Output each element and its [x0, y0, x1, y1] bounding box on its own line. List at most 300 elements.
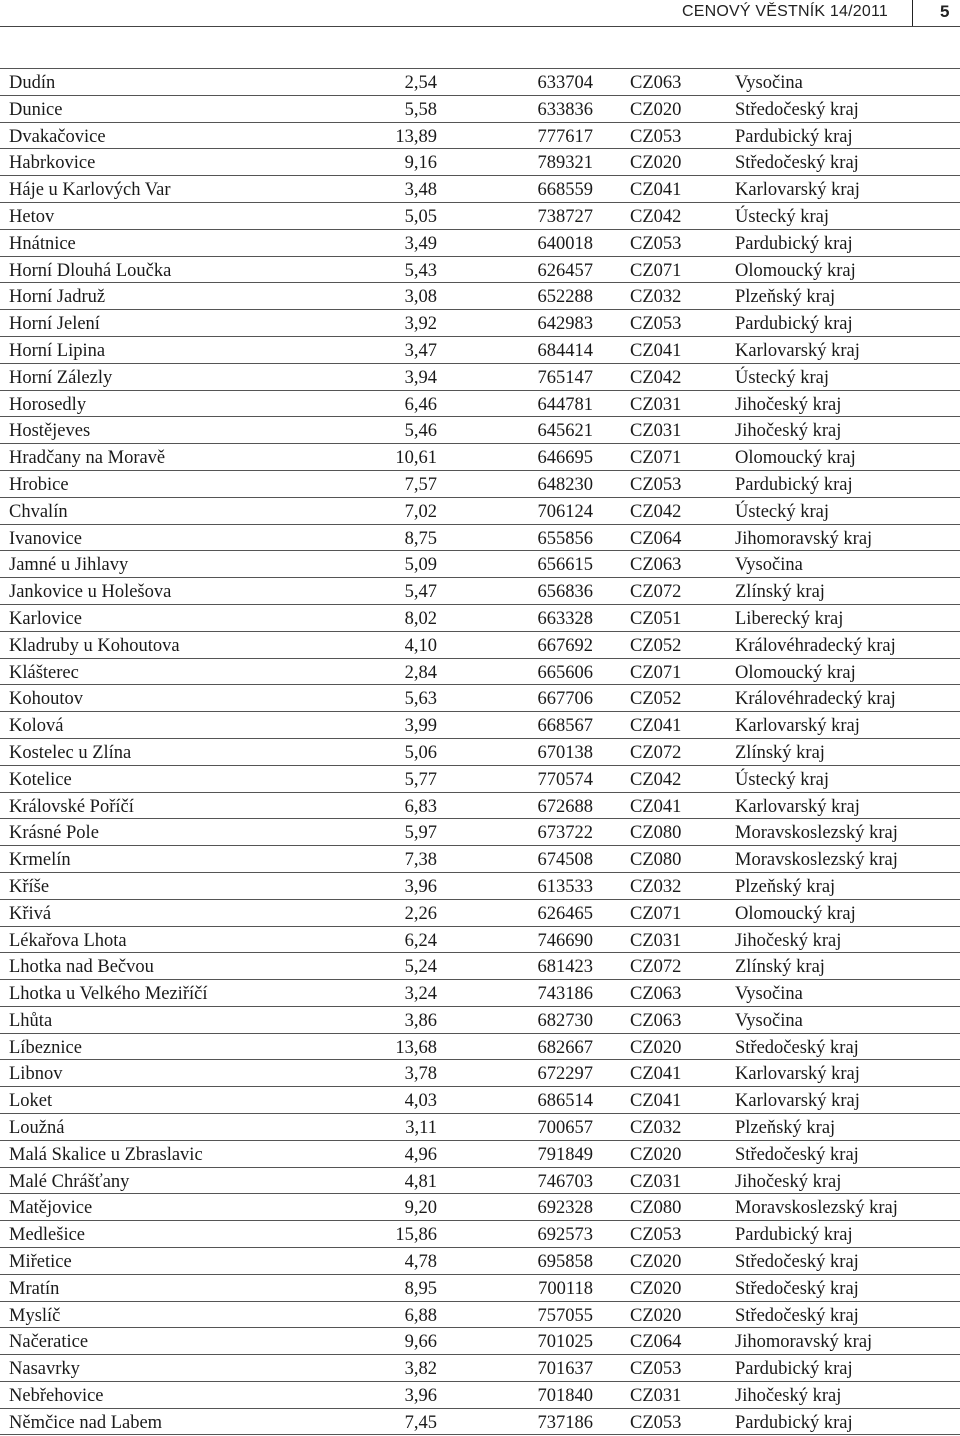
code-cell: 648230 [537, 474, 593, 495]
code-cell: 682667 [537, 1037, 593, 1058]
municipality-name: Krmelín [9, 850, 71, 871]
region-cell: Olomoucký kraj [735, 903, 856, 924]
code-cell: 673722 [537, 823, 593, 844]
code-cell: 670138 [537, 742, 593, 763]
value-cell: 5,46 [404, 421, 437, 442]
table-row [0, 1059, 960, 1086]
code-cell: 655856 [537, 528, 593, 549]
table-row [0, 470, 960, 497]
value-cell: 5,77 [404, 769, 437, 790]
table-row [0, 202, 960, 229]
municipality-name: Chvalín [9, 501, 68, 522]
value-cell: 13,68 [395, 1037, 437, 1058]
region-cell: Karlovarský kraj [735, 716, 860, 737]
code-cell: 737186 [537, 1412, 593, 1433]
value-cell: 8,75 [404, 528, 437, 549]
municipality-name: Háje u Karlových Var [9, 180, 171, 201]
code-cell: 652288 [537, 287, 593, 308]
nuts-code-cell: CZ063 [630, 555, 682, 576]
region-cell: Středočeský kraj [735, 1144, 859, 1165]
nuts-code-cell: CZ032 [630, 287, 682, 308]
value-cell: 3,48 [404, 180, 437, 201]
table-row [0, 282, 960, 309]
value-cell: 5,09 [404, 555, 437, 576]
municipality-name: Horní Dlouhá Loučka [9, 260, 172, 281]
nuts-code-cell: CZ042 [630, 769, 682, 790]
municipality-name: Dunice [9, 99, 63, 120]
table-row [0, 1301, 960, 1328]
code-cell: 674508 [537, 850, 593, 871]
municipality-name: Karlovice [9, 608, 82, 629]
value-cell: 7,02 [404, 501, 437, 522]
nuts-code-cell: CZ041 [630, 1091, 682, 1112]
nuts-code-cell: CZ042 [630, 367, 682, 388]
region-cell: Vysočina [735, 73, 803, 93]
nuts-code-cell: CZ063 [630, 1010, 682, 1031]
code-cell: 789321 [537, 153, 593, 174]
table-row [0, 95, 960, 122]
header-rule [0, 26, 960, 27]
value-cell: 10,61 [395, 448, 437, 469]
code-cell: 672297 [537, 1064, 593, 1085]
municipality-name: Líbeznice [9, 1037, 82, 1058]
nuts-code-cell: CZ031 [630, 930, 682, 951]
value-cell: 3,99 [404, 716, 437, 737]
page-header [0, 0, 960, 26]
code-cell: 681423 [537, 957, 593, 978]
code-cell: 770574 [537, 769, 593, 790]
code-cell: 646695 [537, 448, 593, 469]
municipality-name: Miřetice [9, 1252, 72, 1273]
code-cell: 700657 [537, 1118, 593, 1139]
municipality-name: Ivanovice [9, 528, 82, 549]
nuts-code-cell: CZ053 [630, 474, 682, 495]
region-cell: Ústecký kraj [735, 769, 830, 790]
table-row [0, 1247, 960, 1274]
value-cell: 5,43 [404, 260, 437, 281]
municipality-name: Matějovice [9, 1198, 93, 1219]
code-cell: 701025 [537, 1332, 593, 1353]
municipality-name: Jamné u Jihlavy [9, 555, 129, 576]
code-cell: 701637 [537, 1359, 593, 1380]
region-cell: Středočeský kraj [735, 1305, 859, 1326]
nuts-code-cell: CZ053 [630, 1412, 682, 1433]
nuts-code-cell: CZ032 [630, 876, 682, 897]
region-cell: Jihočeský kraj [735, 421, 842, 442]
nuts-code-cell: CZ031 [630, 394, 682, 415]
municipality-name: Kolová [9, 716, 64, 737]
nuts-code-cell: CZ041 [630, 180, 682, 201]
value-cell: 9,66 [404, 1332, 437, 1353]
value-cell: 3,94 [404, 367, 437, 388]
nuts-code-cell: CZ063 [630, 984, 682, 1005]
code-cell: 644781 [537, 394, 593, 415]
municipality-name: Jankovice u Holešova [9, 582, 172, 603]
nuts-code-cell: CZ072 [630, 582, 682, 603]
table-row [0, 1354, 960, 1381]
region-cell: Vysočina [735, 555, 803, 576]
code-cell: 633704 [537, 73, 593, 93]
region-cell: Pardubický kraj [735, 314, 853, 335]
region-cell: Středočeský kraj [735, 99, 859, 120]
value-cell: 7,57 [404, 474, 437, 495]
municipality-name: Mratín [9, 1278, 60, 1299]
municipality-name: Klášterec [9, 662, 79, 683]
value-cell: 5,63 [404, 689, 437, 710]
code-cell: 692573 [537, 1225, 593, 1246]
municipality-name: Loket [9, 1091, 53, 1112]
municipality-name: Habrkovice [9, 153, 96, 174]
nuts-code-cell: CZ072 [630, 742, 682, 763]
table-row [0, 309, 960, 336]
value-cell: 6,46 [404, 394, 437, 415]
code-cell: 613533 [537, 876, 593, 897]
table-row [0, 336, 960, 363]
municipality-name: Horní Lipina [9, 340, 106, 361]
table-row [0, 148, 960, 175]
nuts-code-cell: CZ053 [630, 1225, 682, 1246]
municipality-name: Dudín [9, 73, 56, 93]
region-cell: Ústecký kraj [735, 206, 830, 227]
region-cell: Vysočina [735, 1010, 803, 1031]
table-row [0, 1408, 960, 1435]
table-row [0, 1113, 960, 1140]
code-cell: 668567 [537, 716, 593, 737]
value-cell: 5,24 [404, 957, 437, 978]
municipality-table [0, 68, 960, 1435]
table-row [0, 1033, 960, 1060]
region-cell: Moravskoslezský kraj [735, 850, 898, 871]
region-cell: Karlovarský kraj [735, 180, 860, 201]
table-row [0, 524, 960, 551]
page-number: 5 [940, 2, 950, 21]
code-cell: 667706 [537, 689, 593, 710]
code-cell: 791849 [537, 1144, 593, 1165]
table-row [0, 1193, 960, 1220]
municipality-name: Kotelice [9, 769, 72, 790]
table-row [0, 550, 960, 577]
code-cell: 765147 [537, 367, 593, 388]
table-row [0, 711, 960, 738]
value-cell: 6,24 [404, 930, 437, 951]
municipality-name: Kostelec u Zlína [9, 742, 132, 763]
municipality-name: Načeratice [9, 1332, 89, 1353]
value-cell: 4,10 [404, 635, 437, 656]
value-cell: 3,47 [404, 340, 437, 361]
nuts-code-cell: CZ042 [630, 501, 682, 522]
table-row [0, 1274, 960, 1301]
municipality-name: Hetov [9, 206, 55, 227]
code-cell: 695858 [537, 1252, 593, 1273]
region-cell: Královéhradecký kraj [735, 689, 896, 710]
region-cell: Jihočeský kraj [735, 930, 842, 951]
code-cell: 777617 [537, 126, 593, 147]
nuts-code-cell: CZ053 [630, 233, 682, 254]
nuts-code-cell: CZ071 [630, 903, 682, 924]
value-cell: 5,05 [404, 206, 437, 227]
nuts-code-cell: CZ020 [630, 1278, 682, 1299]
region-cell: Jihočeský kraj [735, 394, 842, 415]
nuts-code-cell: CZ053 [630, 126, 682, 147]
municipality-name: Nebřehovice [9, 1386, 104, 1407]
code-cell: 686514 [537, 1091, 593, 1112]
code-cell: 743186 [537, 984, 593, 1005]
region-cell: Karlovarský kraj [735, 340, 860, 361]
municipality-name: Kříše [9, 876, 50, 897]
table-row [0, 1327, 960, 1354]
code-cell: 746690 [537, 930, 593, 951]
header-separator [912, 0, 913, 26]
nuts-code-cell: CZ071 [630, 260, 682, 281]
code-cell: 645621 [537, 421, 593, 442]
table-row [0, 175, 960, 202]
table-row [0, 1381, 960, 1408]
nuts-code-cell: CZ071 [630, 662, 682, 683]
value-cell: 2,54 [404, 73, 437, 93]
code-cell: 656836 [537, 582, 593, 603]
value-cell: 4,03 [404, 1091, 437, 1112]
municipality-name: Myslíč [9, 1305, 61, 1326]
region-cell: Zlínský kraj [735, 582, 825, 603]
municipality-name: Nasavrky [9, 1359, 80, 1380]
region-cell: Jihomoravský kraj [735, 528, 873, 549]
region-cell: Pardubický kraj [735, 126, 853, 147]
code-cell: 663328 [537, 608, 593, 629]
region-cell: Olomoucký kraj [735, 662, 856, 683]
table-row [0, 952, 960, 979]
value-cell: 3,11 [405, 1118, 437, 1139]
value-cell: 6,88 [404, 1305, 437, 1326]
municipality-name: Dvakačovice [9, 126, 106, 147]
nuts-code-cell: CZ031 [630, 421, 682, 442]
region-cell: Liberecký kraj [735, 608, 844, 629]
table-row [0, 68, 960, 95]
code-cell: 626465 [537, 903, 593, 924]
municipality-name: Hrobice [9, 474, 69, 495]
table-row [0, 684, 960, 711]
region-cell: Pardubický kraj [735, 1359, 853, 1380]
value-cell: 2,84 [404, 662, 437, 683]
journal-title: CENOVÝ VĚSTNÍK 14/2011 [682, 3, 888, 20]
table-row [0, 872, 960, 899]
value-cell: 3,24 [404, 984, 437, 1005]
region-cell: Královéhradecký kraj [735, 635, 896, 656]
table-row [0, 1086, 960, 1113]
municipality-name: Horní Jelení [9, 314, 100, 335]
region-cell: Jihočeský kraj [735, 1171, 842, 1192]
value-cell: 15,86 [395, 1225, 437, 1246]
municipality-name: Horní Jadruž [9, 287, 106, 308]
region-cell: Jihomoravský kraj [735, 1332, 873, 1353]
table-row [0, 1006, 960, 1033]
value-cell: 3,82 [404, 1359, 437, 1380]
region-cell: Plzeňský kraj [735, 287, 836, 308]
region-cell: Vysočina [735, 984, 803, 1005]
region-cell: Karlovarský kraj [735, 796, 860, 817]
table-row [0, 631, 960, 658]
municipality-name: Lhotka nad Bečvou [9, 957, 154, 978]
region-cell: Zlínský kraj [735, 742, 825, 763]
municipality-name: Královské Poříčí [9, 796, 134, 817]
nuts-code-cell: CZ072 [630, 957, 682, 978]
region-cell: Karlovarský kraj [735, 1091, 860, 1112]
municipality-name: Malé Chrášťany [9, 1171, 130, 1192]
value-cell: 4,81 [404, 1171, 437, 1192]
value-cell: 4,78 [404, 1252, 437, 1273]
value-cell: 9,20 [404, 1198, 437, 1219]
region-cell: Olomoucký kraj [735, 448, 856, 469]
municipality-name: Libnov [9, 1064, 63, 1085]
nuts-code-cell: CZ042 [630, 206, 682, 227]
table-row [0, 818, 960, 845]
table-row [0, 229, 960, 256]
region-cell: Jihočeský kraj [735, 1386, 842, 1407]
value-cell: 5,47 [404, 582, 437, 603]
nuts-code-cell: CZ080 [630, 823, 682, 844]
code-cell: 738727 [537, 206, 593, 227]
region-cell: Moravskoslezský kraj [735, 823, 898, 844]
code-cell: 640018 [537, 233, 593, 254]
code-cell: 672688 [537, 796, 593, 817]
municipality-name: Lhotka u Velkého Meziříčí [9, 984, 208, 1005]
code-cell: 682730 [537, 1010, 593, 1031]
value-cell: 5,97 [404, 823, 437, 844]
table-row [0, 497, 960, 524]
value-cell: 6,83 [404, 796, 437, 817]
nuts-code-cell: CZ020 [630, 99, 682, 120]
region-cell: Středočeský kraj [735, 1278, 859, 1299]
region-cell: Středočeský kraj [735, 1252, 859, 1273]
code-cell: 642983 [537, 314, 593, 335]
nuts-code-cell: CZ020 [630, 1144, 682, 1165]
nuts-code-cell: CZ053 [630, 314, 682, 335]
municipality-name: Hradčany na Moravě [9, 448, 166, 469]
table-row [0, 979, 960, 1006]
nuts-code-cell: CZ052 [630, 689, 682, 710]
value-cell: 13,89 [395, 126, 437, 147]
code-cell: 746703 [537, 1171, 593, 1192]
region-cell: Plzeňský kraj [735, 876, 836, 897]
table-row [0, 256, 960, 283]
nuts-code-cell: CZ052 [630, 635, 682, 656]
nuts-code-cell: CZ071 [630, 448, 682, 469]
code-cell: 665606 [537, 662, 593, 683]
value-cell: 3,78 [404, 1064, 437, 1085]
table-row [0, 443, 960, 470]
code-cell: 692328 [537, 1198, 593, 1219]
table-row [0, 792, 960, 819]
value-cell: 3,96 [404, 1386, 437, 1407]
value-cell: 9,16 [404, 153, 437, 174]
table-row [0, 765, 960, 792]
region-cell: Karlovarský kraj [735, 1064, 860, 1085]
code-cell: 757055 [537, 1305, 593, 1326]
value-cell: 3,96 [404, 876, 437, 897]
nuts-code-cell: CZ063 [630, 73, 682, 93]
region-cell: Zlínský kraj [735, 957, 825, 978]
table-row [0, 1167, 960, 1194]
municipality-name: Malá Skalice u Zbraslavic [9, 1144, 203, 1165]
nuts-code-cell: CZ031 [630, 1386, 682, 1407]
table-row [0, 577, 960, 604]
value-cell: 5,06 [404, 742, 437, 763]
region-cell: Ústecký kraj [735, 367, 830, 388]
value-cell: 3,49 [404, 233, 437, 254]
code-cell: 684414 [537, 340, 593, 361]
table-row [0, 1140, 960, 1167]
value-cell: 8,02 [404, 608, 437, 629]
nuts-code-cell: CZ051 [630, 608, 682, 629]
nuts-code-cell: CZ064 [630, 528, 682, 549]
municipality-name: Němčice nad Labem [9, 1412, 163, 1433]
region-cell: Pardubický kraj [735, 1412, 853, 1433]
value-cell: 3,86 [404, 1010, 437, 1031]
region-cell: Olomoucký kraj [735, 260, 856, 281]
region-cell: Pardubický kraj [735, 1225, 853, 1246]
nuts-code-cell: CZ032 [630, 1118, 682, 1139]
table-row [0, 363, 960, 390]
table-row [0, 738, 960, 765]
code-cell: 701840 [537, 1386, 593, 1407]
municipality-name: Lékařova Lhota [9, 930, 127, 951]
nuts-code-cell: CZ020 [630, 1252, 682, 1273]
nuts-code-cell: CZ041 [630, 716, 682, 737]
table-row [0, 416, 960, 443]
value-cell: 3,08 [404, 287, 437, 308]
municipality-name: Horní Zálezly [9, 367, 113, 388]
region-cell: Ústecký kraj [735, 501, 830, 522]
code-cell: 633836 [537, 99, 593, 120]
value-cell: 7,45 [404, 1412, 437, 1433]
table-row [0, 604, 960, 631]
region-cell: Moravskoslezský kraj [735, 1198, 898, 1219]
table-row [0, 658, 960, 685]
nuts-code-cell: CZ031 [630, 1171, 682, 1192]
table-row [0, 899, 960, 926]
municipality-name: Kohoutov [9, 689, 83, 710]
value-cell: 5,58 [404, 99, 437, 120]
municipality-name: Medlešice [9, 1225, 86, 1246]
table-row [0, 390, 960, 417]
nuts-code-cell: CZ053 [630, 1359, 682, 1380]
nuts-code-cell: CZ064 [630, 1332, 682, 1353]
region-cell: Středočeský kraj [735, 1037, 859, 1058]
municipality-name: Křivá [9, 903, 52, 924]
value-cell: 4,96 [404, 1144, 437, 1165]
code-cell: 706124 [537, 501, 593, 522]
code-cell: 700118 [538, 1278, 593, 1299]
table-row [0, 926, 960, 953]
municipality-name: Kladruby u Kohoutova [9, 635, 180, 656]
value-cell: 3,92 [404, 314, 437, 335]
code-cell: 667692 [537, 635, 593, 656]
nuts-code-cell: CZ041 [630, 1064, 682, 1085]
code-cell: 626457 [537, 260, 593, 281]
nuts-code-cell: CZ041 [630, 796, 682, 817]
municipality-name: Loužná [9, 1118, 65, 1139]
nuts-code-cell: CZ020 [630, 1305, 682, 1326]
value-cell: 8,95 [404, 1278, 437, 1299]
code-cell: 656615 [537, 555, 593, 576]
nuts-code-cell: CZ080 [630, 850, 682, 871]
value-cell: 2,26 [404, 903, 437, 924]
value-cell: 7,38 [404, 850, 437, 871]
table-row [0, 1220, 960, 1247]
nuts-code-cell: CZ041 [630, 340, 682, 361]
nuts-code-cell: CZ080 [630, 1198, 682, 1219]
region-cell: Pardubický kraj [735, 233, 853, 254]
nuts-code-cell: CZ020 [630, 1037, 682, 1058]
